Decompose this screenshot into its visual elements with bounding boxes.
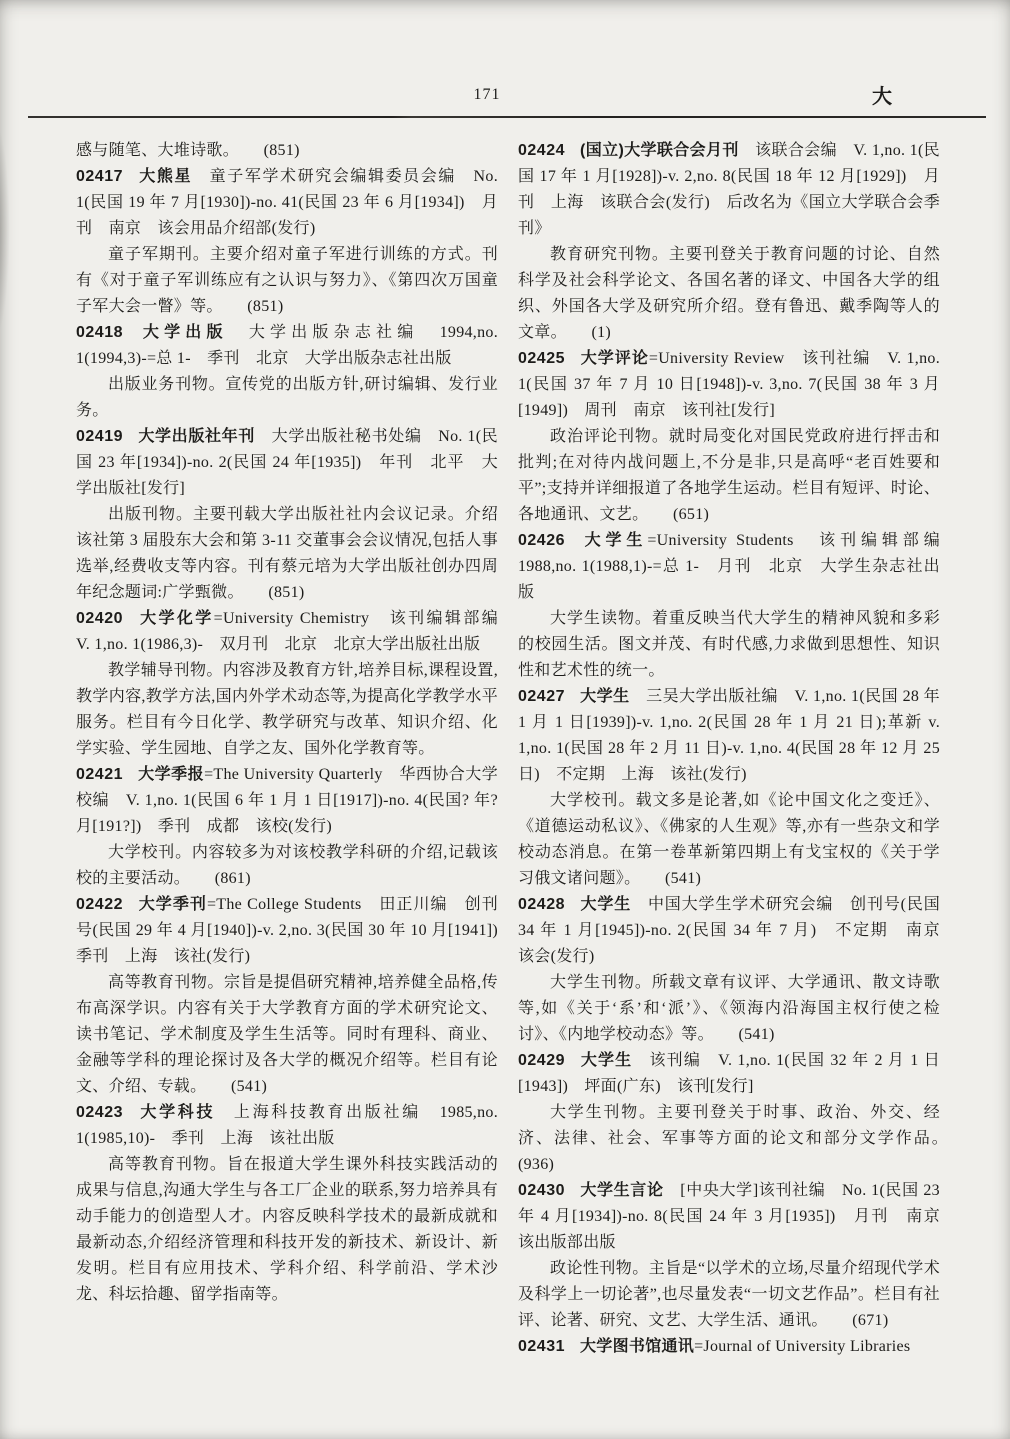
entry-heading — [76, 424, 498, 502]
entry-bibliographic-details: =Journal of University Libraries — [694, 1338, 911, 1355]
entry-title: 大学评论 — [580, 350, 649, 367]
entry-bibliographic-details: =University Chemistry 该刊编辑部编 V. 1,no. 1(1986,3)- 双月刊 北京 北京大学出版社出版 — [76, 610, 515, 653]
entry-title: 大学季刊 — [138, 896, 207, 913]
entry-number: 02424 — [518, 142, 565, 159]
entry-description: 高等教育刊物。宗旨是提倡研究精神,培养健全品格,传布高深学识。内容有关于大学教育方面的学术研究论文、读书笔记、学术制度及学生生活等。同时有理科、商业、金融等学科的理论探讨及各大学的概况介绍等。栏目有论文、介绍、专载。 (541) — [76, 974, 498, 1095]
entry-bibliographic-details: =University Review 该刊社编 V. 1,no. 1(民国 37 年 7 月 10 日[1948])-v. 3,no. 7(民国 38 年 3 月[1949]) 周刊 南京 该刊社[发行] — [518, 350, 941, 419]
entry-number: 02423 — [76, 1104, 123, 1121]
entry-heading — [76, 892, 515, 970]
entry-number: 02428 — [518, 896, 565, 913]
entry-heading — [518, 1334, 940, 1360]
entry-title: 大学生 — [580, 532, 648, 549]
entry-title: 大学科技 — [138, 1104, 216, 1121]
entry-title: 大学图书馆通讯 — [580, 1338, 695, 1355]
entry-heading — [76, 320, 498, 372]
entry-number: 02425 — [518, 350, 565, 367]
entry-description: 出版业务刊物。宣传党的出版方针,研讨编辑、发行业务。 — [76, 376, 498, 419]
entry-title: 大学化学 — [138, 610, 214, 627]
entry-description: 政论性刊物。主旨是“以学术的立场,尽量介绍现代学术及科学上一切论著”,也尽量发表“一切文艺作品”。栏目有社评、论著、研究、文艺、大学生活、通讯。 (671) — [518, 1260, 940, 1329]
entry-title: 大学生 — [580, 1052, 633, 1069]
entry-title: 大学生 — [580, 688, 630, 705]
entry-heading — [518, 1048, 940, 1100]
entry-heading — [518, 1178, 957, 1256]
entry-bibliographic-details: [中央大学]该刊社编 No. 1(民国 23 年 4 月[1934])-no. 8(民国 24 年 3 月[1935]) 月刊 南京 该出版部出版 — [518, 1182, 957, 1251]
right-column — [518, 138, 973, 1360]
entry-bibliographic-details: 该联合会编 V. 1,no. 1(民国 17 年 1 月[1928])-v. 2,no. 8(民国 18 年 12 月[1929]) 月刊 上海 该联合会(发行) 后改名为《国立大学联合会季刊》 — [518, 142, 940, 237]
entry-number: 02420 — [76, 610, 123, 627]
entry-title: 大学出版 — [138, 324, 228, 341]
entry-number: 02422 — [76, 896, 123, 913]
entry-heading — [76, 164, 498, 242]
entry-heading — [518, 346, 940, 424]
entry-bibliographic-details: 大学出版社秘书处编 No. 1(民国 23 年[1934])-no. 2(民国 24 年[1935]) 年刊 北平 大学出版社[发行] — [76, 428, 498, 497]
entry-bibliographic-details: 三吴大学出版社编 V. 1,no. 1(民国 28 年 1 月 1 日[1939])-v. 1,no. 2(民国 28 年 1 月 21 日);革新 v. 1,no. 1(民国 28 年 2 月 11 日)-v. 1,no. 4(民国 28 年 12 月 25 日) 不定期 上海 该社(发行) — [518, 688, 940, 783]
entry-title: 大学生言论 — [580, 1182, 664, 1199]
text-columns — [76, 138, 973, 1360]
scan-edge-smudge — [0, 120, 10, 340]
header-index-character: 大 — [872, 86, 892, 108]
header-divider-line — [28, 116, 986, 118]
entry-description: 大学生读物。着重反映当代大学生的精神风貌和多彩的校园生活。图文并茂、有时代感,力求做到思想性、知识性和艺术性的统一。 — [518, 610, 940, 679]
entry-number: 02430 — [518, 1182, 565, 1199]
entry-title: 大学生 — [580, 896, 632, 913]
entry-title: 大学季报 — [138, 766, 205, 783]
entry-heading — [76, 1100, 498, 1152]
entry-bibliographic-details: =The College Students 田正川编 创刊号(民国 29 年 4 月[1940])-v. 2,no. 3(民国 30 年 10 月[1941]) 季刊 上海 该社(发行) — [76, 896, 515, 965]
entry-bibliographic-details: =The University Quarterly 华西协合大学校编 V. 1,no. 1(民国 6 年 1 月 1 日[1917])-no. 4(民国? 年? 月[191?]) 季刊 成都 该校(发行) — [76, 766, 498, 835]
entry-number: 02431 — [518, 1338, 565, 1355]
entry-heading — [518, 528, 957, 606]
entry-description: 高等教育刊物。旨在报道大学生课外科技实践活动的成果与信息,沟通大学生与各工厂企业的联系,努力培养具有动手能力的创造型人才。内容反映科学技术的最新成就和最新动态,介绍经济管理和科技开发的新技术、新设计、新发明。栏目有应用技术、学科介绍、科学前沿、学术沙龙、科坛拾趣、留学指南等。 — [76, 1156, 498, 1303]
entry-bibliographic-details: 童子军学术研究会编辑委员会编 No. 1(民国 19 年 7 月[1930])-no. 41(民国 23 年 6 月[1934]) 月刊 南京 该会用品介绍部(发行) — [76, 168, 498, 237]
entry-description: 大学校刊。内容较多为对该校教学科研的介绍,记载该校的主要活动。 (861) — [76, 844, 498, 887]
continuation-text: 感与随笔、大堆诗歌。 (851) — [76, 142, 300, 159]
left-column — [76, 138, 515, 1360]
entry-bibliographic-details: 该刊编 V. 1,no. 1(民国 32 年 2 月 1 日[1943]) 坪面(广东) 该刊[发行] — [518, 1052, 940, 1095]
entry-bibliographic-details: 上海科技教育出版社编 1985,no. 1(1985,10)- 季刊 上海 该社出版 — [76, 1104, 498, 1147]
entry-bibliographic-details: 大学出版杂志社编 1994,no. 1(1994,3)-=总 1- 季刊 北京 大学出版杂志社出版 — [76, 324, 498, 367]
entry-number: 02417 — [76, 168, 123, 185]
entry-heading — [518, 892, 957, 970]
entry-number: 02421 — [76, 766, 123, 783]
entry-number: 02426 — [518, 532, 565, 549]
entry-description: 大学生刊物。主要刊登关于时事、政治、外交、经济、法律、社会、军事等方面的论文和部分文学作品。 (936) — [518, 1104, 973, 1173]
entry-number: 02427 — [518, 688, 565, 705]
entry-heading — [76, 762, 498, 840]
entry-title: (国立)大学联合会月刊 — [580, 142, 739, 159]
entry-title: 大熊星 — [138, 168, 193, 185]
entry-number: 02429 — [518, 1052, 565, 1069]
entry-description: 教育研究刊物。主要刊登关于教育问题的讨论、自然科学及社会科学论文、各国名著的译文、中国各大学的组织、外国各大学及研究所介绍。登有鲁迅、戴季陶等人的文章。 (1) — [518, 246, 940, 341]
entry-title: 大学出版社年刊 — [138, 428, 255, 445]
entry-description: 大学校刊。载文多是论著,如《论中国文化之变迁》、《道德运动私议》、《佛家的人生观》等,亦有一些杂文和学校动态消息。在第一卷革新第四期上有戈宝权的《关于学习俄文诸问题》。 (541) — [518, 792, 940, 887]
entry-number: 02418 — [76, 324, 123, 341]
entry-description: 政治评论刊物。就时局变化对国民党政府进行抨击和批判;在对待内战问题上,不分是非,只是高呼“老百姓要和平”;支持并详细报道了各地学生运动。栏目有短评、时论、各地通讯、文艺。 (651) — [518, 428, 940, 523]
entry-description: 出版刊物。主要刊载大学出版社社内会议记录。介绍该社第 3 届股东大会和第 3-11 交董事会会议情况,包括人事选举,经费收支等内容。刊有蔡元培为大学出版社创办四周年纪念题词:广学甄微。 (851) — [76, 506, 498, 601]
entry-bibliographic-details: 中国大学生学术研究会编 创刊号(民国 34 年 1 月[1945])-no. 2(民国 34 年 7 月) 不定期 南京 该会(发行) — [518, 896, 957, 965]
page-number: 171 — [473, 86, 501, 103]
entry-description: 大学生刊物。所载文章有议评、大学通讯、散文诗歌等,如《关于‘系’和‘派’》、《领海内沿海国主权行使之检讨》、《内地学校动态》等。 (541) — [518, 974, 940, 1043]
entry-number: 02419 — [76, 428, 123, 445]
entry-heading — [518, 684, 940, 788]
entry-bibliographic-details: =University Students 该刊编辑部编 1988,no. 1(1988,1)-=总 1- 月刊 北京 大学生杂志社出版 — [518, 532, 957, 601]
entry-description: 教学辅导刊物。内容涉及教育方针,培养目标,课程设置,教学内容,教学方法,国内外学术动态等,为提高化学教学水平服务。栏目有今日化学、教学研究与改革、知识介绍、化学实验、学生园地、自学之友、国外化学教育等。 — [76, 662, 498, 757]
entry-heading — [76, 606, 515, 658]
entry-description: 童子军期刊。主要介绍对童子军进行训练的方式。刊有《对于童子军训练应有之认识与努力》、《第四次万国童子军大会一瞥》等。 (851) — [76, 246, 498, 315]
entry-heading — [518, 138, 940, 242]
